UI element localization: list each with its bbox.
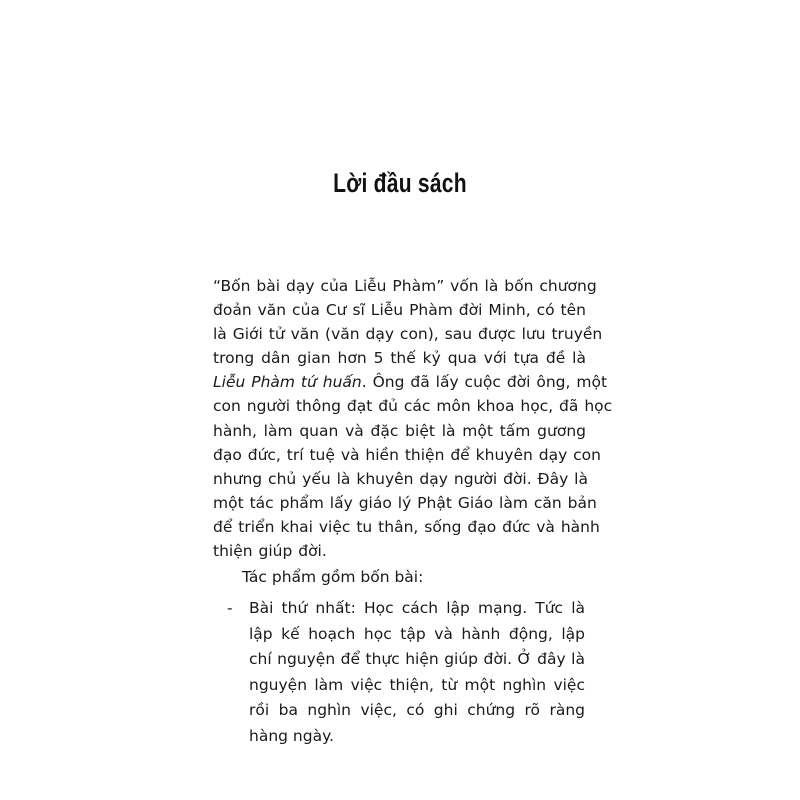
paragraph-line: trong dân gian hơn 5 thế kỷ qua với tựa đề là bbox=[213, 349, 586, 368]
body-paragraph bbox=[213, 274, 613, 563]
paragraph-line: hành, làm quan và đặc biệt là một tấm gương bbox=[213, 421, 586, 440]
paragraph-line: nhưng chủ yếu là khuyên dạy người đời. Đây là bbox=[213, 469, 588, 488]
paragraph-line: “Bốn bài dạy của Liễu Phàm” vốn là bốn chương bbox=[213, 277, 597, 295]
paragraph-line: đạo đức, trí tuệ và hiền thiện để khuyên dạy con bbox=[213, 445, 601, 464]
list-line: Bài thứ nhất: Học cách lập mạng. Tức là bbox=[249, 599, 585, 617]
paragraph-line: con người thông đạt đủ các môn khoa học, đã học bbox=[213, 397, 613, 416]
list-dash: - bbox=[227, 599, 233, 617]
list-intro: Tác phẩm gồm bốn bài: bbox=[242, 568, 424, 586]
list-line: nguyện làm việc thiện, từ một nghìn việc bbox=[249, 675, 585, 694]
chapter-heading: Lời đầu sách bbox=[333, 168, 467, 198]
list-item-text bbox=[249, 596, 585, 750]
paragraph-line-rest: . Ông đã lấy cuộc đời ông, một bbox=[361, 373, 608, 392]
list-line: rồi ba nghìn việc, có ghi chứng rõ ràng bbox=[249, 701, 585, 720]
paragraph-line: đoản văn của Cư sĩ Liễu Phàm đời Minh, có tên bbox=[213, 301, 586, 320]
list-item bbox=[213, 596, 586, 750]
paragraph-line: là Giới tử văn (văn dạy con), sau được lưu truyền bbox=[213, 325, 603, 344]
paragraph-line: một tác phẩm lấy giáo lý Phật Giáo làm căn bản bbox=[213, 493, 597, 512]
list-line: chí nguyện để thực hiện giúp đời. Ở đây là bbox=[249, 650, 585, 669]
list-line: lập kế hoạch học tập và hành động, lập bbox=[249, 624, 585, 643]
book-title-italic: Liễu Phàm tứ huấn bbox=[213, 373, 362, 392]
paragraph-line bbox=[213, 370, 608, 394]
list-line: hàng ngày. bbox=[249, 726, 334, 745]
works-list bbox=[213, 596, 586, 750]
paragraph-line: thiện giúp đời. bbox=[213, 542, 327, 561]
paragraph-line: để triển khai việc tu thân, sống đạo đức và hành bbox=[213, 517, 600, 536]
